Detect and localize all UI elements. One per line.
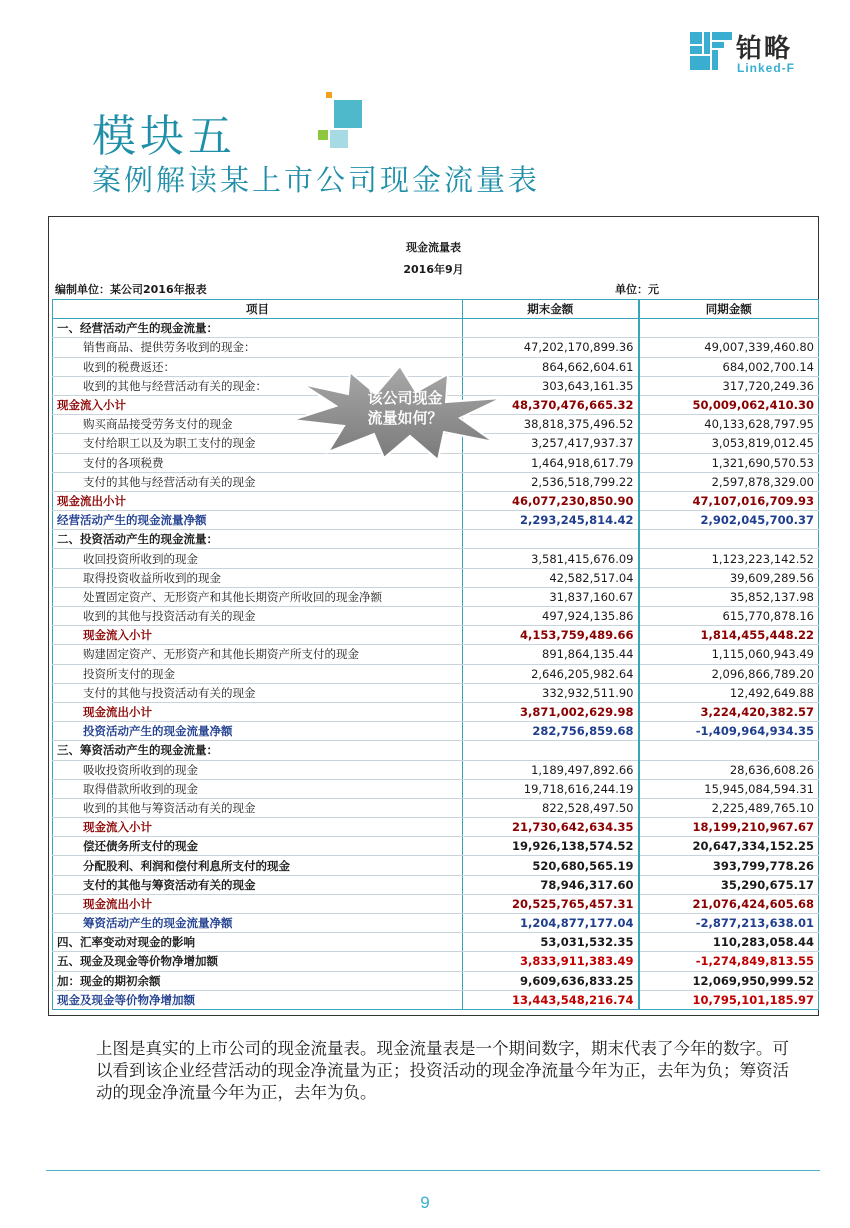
row-item-label: 四、汇率变动对现金的影响 bbox=[53, 933, 463, 952]
row-item-label: 处置固定资产、无形资产和其他长期资产所收回的现金净额 bbox=[53, 587, 463, 606]
row-current-amount: 78,946,317.60 bbox=[463, 875, 639, 894]
row-item-label: 二、投资活动产生的现金流量： bbox=[53, 530, 463, 549]
row-item-label: 收到的其他与投资活动有关的现金 bbox=[53, 607, 463, 626]
row-prior-amount: 35,290,675.17 bbox=[639, 875, 819, 894]
row-current-amount: 1,464,918,617.79 bbox=[463, 453, 639, 472]
row-current-amount: 21,730,642,634.35 bbox=[463, 818, 639, 837]
row-item-label: 分配股利、利润和偿付利息所支付的现金 bbox=[53, 856, 463, 875]
row-item-label: 现金流出小计 bbox=[53, 894, 463, 913]
decor-square-green bbox=[318, 130, 328, 140]
row-prior-amount bbox=[639, 741, 819, 760]
row-current-amount: 13,443,548,216.74 bbox=[463, 990, 639, 1009]
col-header-prior: 同期金额 bbox=[639, 300, 819, 319]
row-item-label: 加：现金的期初余额 bbox=[53, 971, 463, 990]
row-prior-amount: 1,115,060,943.49 bbox=[639, 645, 819, 664]
row-prior-amount: 1,123,223,142.52 bbox=[639, 549, 819, 568]
table-row bbox=[53, 875, 819, 894]
row-item-label: 五、现金及现金等价物净增加额 bbox=[53, 952, 463, 971]
table-row bbox=[53, 338, 819, 357]
row-prior-amount: 50,009,062,410.30 bbox=[639, 395, 819, 414]
module-subtitle: 案例解读某上市公司现金流量表 bbox=[92, 163, 541, 197]
row-current-amount: 19,718,616,244.19 bbox=[463, 779, 639, 798]
row-item-label: 现金流出小计 bbox=[53, 702, 463, 721]
row-prior-amount: -2,877,213,638.01 bbox=[639, 914, 819, 933]
explanation-paragraph: 上图是真实的上市公司的现金流量表。现金流量表是一个期间数字，期末代表了今年的数字。可以看到该企业经营活动的现金净流量为正；投资活动的现金净流量今年为正，去年为负；筹资活动的现金净流量今年为正，去年为负。 bbox=[96, 1039, 789, 1102]
row-item-label: 取得投资收益所收到的现金 bbox=[53, 568, 463, 587]
row-item-label: 经营活动产生的现金流量净额 bbox=[53, 511, 463, 530]
row-current-amount bbox=[463, 530, 639, 549]
col-header-item: 项目 bbox=[53, 300, 463, 319]
row-current-amount bbox=[463, 741, 639, 760]
row-current-amount: 3,257,417,937.37 bbox=[463, 434, 639, 453]
table-row bbox=[53, 952, 819, 971]
table-row bbox=[53, 990, 819, 1009]
row-item-label: 取得借款所收到的现金 bbox=[53, 779, 463, 798]
table-row bbox=[53, 856, 819, 875]
row-item-label: 支付的其他与经营活动有关的现金 bbox=[53, 472, 463, 491]
row-current-amount: 48,370,476,665.32 bbox=[463, 395, 639, 414]
statement-period: 2016年9月 bbox=[403, 263, 464, 276]
table-row bbox=[53, 587, 819, 606]
row-item-label: 现金流出小计 bbox=[53, 491, 463, 510]
row-current-amount: 3,581,415,676.09 bbox=[463, 549, 639, 568]
row-current-amount: 38,818,375,496.52 bbox=[463, 415, 639, 434]
logo-chinese-text: 铂略 bbox=[736, 34, 793, 64]
row-prior-amount: 2,225,489,765.10 bbox=[639, 798, 819, 817]
row-prior-amount: 10,795,101,185.97 bbox=[639, 990, 819, 1009]
row-current-amount: 3,871,002,629.98 bbox=[463, 702, 639, 721]
row-prior-amount: 21,076,424,605.68 bbox=[639, 894, 819, 913]
row-current-amount: 497,924,135.86 bbox=[463, 607, 639, 626]
row-prior-amount: 110,283,058.44 bbox=[639, 933, 819, 952]
row-prior-amount: -1,409,964,934.35 bbox=[639, 722, 819, 741]
row-prior-amount: 2,902,045,700.37 bbox=[639, 511, 819, 530]
row-item-label: 吸收投资所收到的现金 bbox=[53, 760, 463, 779]
row-prior-amount: 20,647,334,152.25 bbox=[639, 837, 819, 856]
row-prior-amount: 1,814,455,448.22 bbox=[639, 626, 819, 645]
row-prior-amount: 28,636,608.26 bbox=[639, 760, 819, 779]
table-row bbox=[53, 664, 819, 683]
row-item-label: 支付的其他与筹资活动有关的现金 bbox=[53, 875, 463, 894]
table-row bbox=[53, 645, 819, 664]
row-item-label: 现金流入小计 bbox=[53, 818, 463, 837]
table-row bbox=[53, 837, 819, 856]
table-row bbox=[53, 530, 819, 549]
row-current-amount: 31,837,160.67 bbox=[463, 587, 639, 606]
brand-logo bbox=[690, 28, 820, 78]
row-current-amount: 822,528,497.50 bbox=[463, 798, 639, 817]
row-item-label: 投资所支付的现金 bbox=[53, 664, 463, 683]
logo-english-text: Linked-F bbox=[737, 61, 795, 75]
row-prior-amount: 3,224,420,382.57 bbox=[639, 702, 819, 721]
row-item-label: 现金流入小计 bbox=[53, 626, 463, 645]
table-row bbox=[53, 472, 819, 491]
row-prior-amount: 35,852,137.98 bbox=[639, 587, 819, 606]
row-prior-amount: 47,107,016,709.93 bbox=[639, 491, 819, 510]
statement-title: 现金流量表 bbox=[406, 241, 461, 254]
cash-flow-statement bbox=[48, 216, 819, 1016]
row-item-label: 收回投资所收到的现金 bbox=[53, 549, 463, 568]
row-prior-amount: 393,799,778.26 bbox=[639, 856, 819, 875]
callout-line-2: 流量如何？ bbox=[367, 409, 443, 427]
row-prior-amount: 615,770,878.16 bbox=[639, 607, 819, 626]
row-prior-amount: 2,096,866,789.20 bbox=[639, 664, 819, 683]
table-row bbox=[53, 683, 819, 702]
row-prior-amount: 12,492,649.88 bbox=[639, 683, 819, 702]
table-header-row bbox=[53, 300, 819, 319]
row-item-label: 投资活动产生的现金流量净额 bbox=[53, 722, 463, 741]
row-prior-amount: 2,597,878,329.00 bbox=[639, 472, 819, 491]
page-number: 9 bbox=[420, 1193, 430, 1212]
row-prior-amount: 3,053,819,012.45 bbox=[639, 434, 819, 453]
row-item-label: 偿还债务所支付的现金 bbox=[53, 837, 463, 856]
table-row bbox=[53, 568, 819, 587]
module-title: 模块五 bbox=[92, 111, 236, 162]
row-current-amount: 2,646,205,982.64 bbox=[463, 664, 639, 683]
table-row bbox=[53, 971, 819, 990]
row-item-label: 支付给职工以及为职工支付的现金 bbox=[53, 434, 463, 453]
row-prior-amount: 317,720,249.36 bbox=[639, 376, 819, 395]
table-row bbox=[53, 511, 819, 530]
row-item-label: 购买商品接受劳务支付的现金 bbox=[53, 415, 463, 434]
table-row bbox=[53, 894, 819, 913]
table-row bbox=[53, 798, 819, 817]
row-current-amount bbox=[463, 319, 639, 338]
table-row bbox=[53, 760, 819, 779]
row-current-amount: 864,662,604.61 bbox=[463, 357, 639, 376]
row-current-amount: 332,932,511.90 bbox=[463, 683, 639, 702]
row-prior-amount: 40,133,628,797.95 bbox=[639, 415, 819, 434]
row-item-label: 现金及现金等价物净增加额 bbox=[53, 990, 463, 1009]
row-current-amount: 4,153,759,489.66 bbox=[463, 626, 639, 645]
starburst-callout-text bbox=[350, 388, 460, 428]
row-current-amount: 9,609,636,833.25 bbox=[463, 971, 639, 990]
row-item-label: 购建固定资产、无形资产和其他长期资产所支付的现金 bbox=[53, 645, 463, 664]
row-current-amount: 520,680,565.19 bbox=[463, 856, 639, 875]
table-row bbox=[53, 914, 819, 933]
row-current-amount: 2,293,245,814.42 bbox=[463, 511, 639, 530]
row-item-label: 筹资活动产生的现金流量净额 bbox=[53, 914, 463, 933]
row-prior-amount: -1,274,849,813.55 bbox=[639, 952, 819, 971]
table-row bbox=[53, 491, 819, 510]
row-item-label: 收到的税费返还： bbox=[53, 357, 463, 376]
table-row bbox=[53, 818, 819, 837]
decor-square-orange bbox=[326, 92, 332, 98]
linked-f-logo-icon bbox=[690, 32, 732, 70]
row-current-amount: 303,643,161.35 bbox=[463, 376, 639, 395]
footer-divider bbox=[46, 1170, 820, 1171]
row-current-amount: 47,202,170,899.36 bbox=[463, 338, 639, 357]
row-prior-amount: 684,002,700.14 bbox=[639, 357, 819, 376]
row-item-label: 三、筹资活动产生的现金流量： bbox=[53, 741, 463, 760]
row-current-amount: 1,189,497,892.66 bbox=[463, 760, 639, 779]
row-current-amount: 891,864,135.44 bbox=[463, 645, 639, 664]
table-row bbox=[53, 702, 819, 721]
row-prior-amount: 1,321,690,570.53 bbox=[639, 453, 819, 472]
table-row bbox=[53, 722, 819, 741]
decor-square-teal bbox=[334, 100, 362, 128]
row-item-label: 收到的其他与经营活动有关的现金： bbox=[53, 376, 463, 395]
row-current-amount: 53,031,532.35 bbox=[463, 933, 639, 952]
row-prior-amount: 49,007,339,460.80 bbox=[639, 338, 819, 357]
row-prior-amount: 39,609,289.56 bbox=[639, 568, 819, 587]
row-current-amount: 2,536,518,799.22 bbox=[463, 472, 639, 491]
row-current-amount: 42,582,517.04 bbox=[463, 568, 639, 587]
row-item-label: 一、经营活动产生的现金流量： bbox=[53, 319, 463, 338]
table-row bbox=[53, 626, 819, 645]
row-current-amount: 46,077,230,850.90 bbox=[463, 491, 639, 510]
row-current-amount: 3,833,911,383.49 bbox=[463, 952, 639, 971]
row-prior-amount: 12,069,950,999.52 bbox=[639, 971, 819, 990]
row-current-amount: 282,756,859.68 bbox=[463, 722, 639, 741]
reporting-entity: 编制单位：某公司2016年报表 bbox=[55, 283, 207, 296]
row-item-label: 支付的其他与投资活动有关的现金 bbox=[53, 683, 463, 702]
table-row bbox=[53, 779, 819, 798]
currency-unit: 单位：元 bbox=[615, 283, 659, 296]
table-row bbox=[53, 607, 819, 626]
callout-line-1: 该公司现金 bbox=[367, 389, 443, 407]
row-prior-amount: 15,945,084,594.31 bbox=[639, 779, 819, 798]
row-item-label: 收到的其他与筹资活动有关的现金 bbox=[53, 798, 463, 817]
row-item-label: 现金流入小计 bbox=[53, 395, 463, 414]
row-current-amount: 19,926,138,574.52 bbox=[463, 837, 639, 856]
decor-square-lightteal bbox=[330, 130, 348, 148]
row-prior-amount: 18,199,210,967.67 bbox=[639, 818, 819, 837]
row-prior-amount bbox=[639, 319, 819, 338]
table-row bbox=[53, 933, 819, 952]
row-current-amount: 20,525,765,457.31 bbox=[463, 894, 639, 913]
table-row bbox=[53, 549, 819, 568]
table-row bbox=[53, 319, 819, 338]
col-header-current: 期末金额 bbox=[463, 300, 639, 319]
table-row bbox=[53, 741, 819, 760]
row-item-label: 销售商品、提供劳务收到的现金： bbox=[53, 338, 463, 357]
row-current-amount: 1,204,877,177.04 bbox=[463, 914, 639, 933]
row-prior-amount bbox=[639, 530, 819, 549]
row-item-label: 支付的各项税费 bbox=[53, 453, 463, 472]
